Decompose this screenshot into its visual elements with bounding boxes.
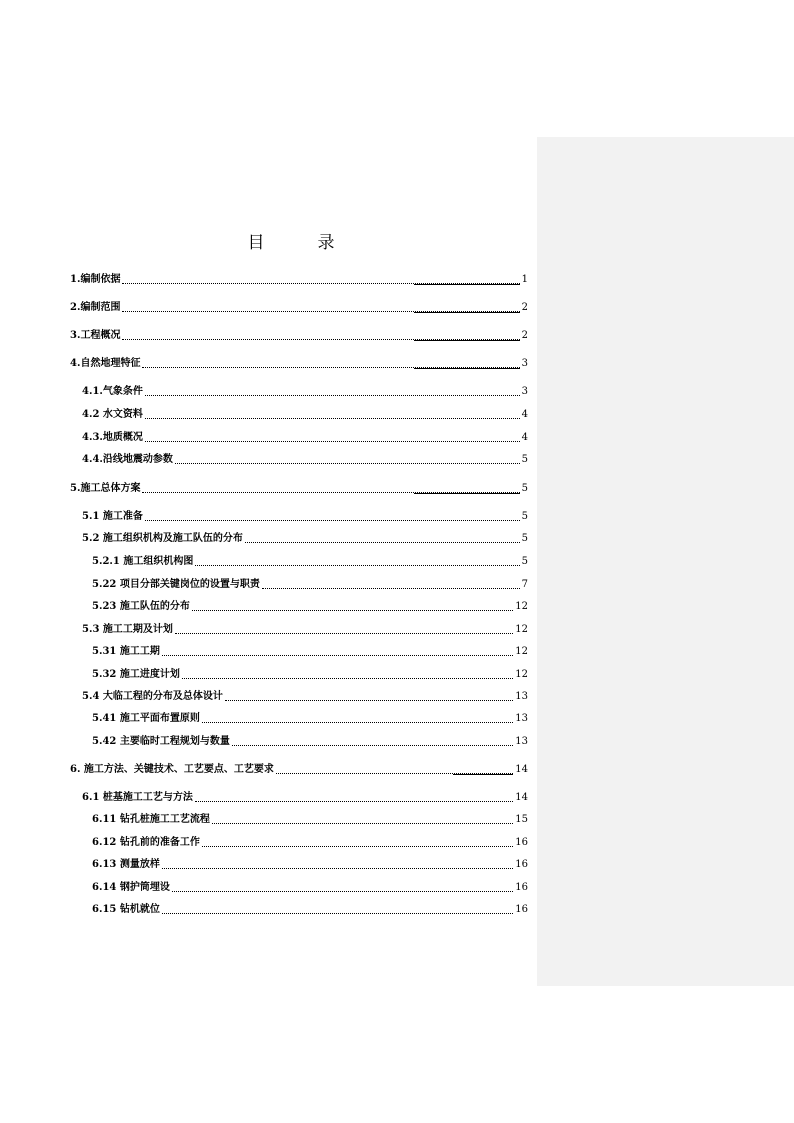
toc-entry[interactable] (70, 382, 528, 398)
toc-entry[interactable] (70, 642, 528, 658)
toc-entry[interactable] (70, 709, 528, 725)
toc-entry[interactable] (70, 687, 528, 703)
toc-page-number: 14 (515, 792, 528, 803)
toc-entry[interactable] (70, 665, 528, 681)
toc-entry[interactable] (70, 507, 528, 523)
toc-leader (122, 310, 519, 312)
toc-entry-label: 4.1.气象条件 (82, 386, 143, 397)
toc-leader (202, 721, 513, 723)
toc-entry[interactable] (70, 450, 528, 466)
toc-page-number: 16 (515, 859, 528, 870)
toc-entry[interactable] (70, 900, 528, 916)
toc-page-number: 4 (521, 409, 528, 420)
toc-entry-label: 6.11 钻孔桩施工工艺流程 (92, 814, 210, 825)
toc-entry[interactable] (70, 855, 528, 871)
toc-leader (122, 338, 519, 340)
toc-entry[interactable] (70, 529, 528, 545)
toc-entry[interactable] (70, 833, 528, 849)
toc-leader-solid (414, 493, 520, 495)
toc-page-number: 4 (521, 432, 528, 443)
toc-page-number: 12 (515, 646, 528, 657)
toc-entry-label: 5.31 施工工期 (92, 646, 160, 657)
toc-page-number: 5 (521, 454, 528, 465)
toc-leader-solid (414, 368, 520, 370)
toc-page-number: 15 (515, 814, 528, 825)
toc-page-number: 5 (521, 556, 528, 567)
toc-page-number: 13 (515, 713, 528, 724)
toc-leader (145, 417, 520, 419)
toc-entry-label: 5.22 项目分部关键岗位的设置与职责 (92, 579, 260, 590)
toc-page-number: 14 (515, 764, 528, 775)
toc-entry-label: 3.工程概况 (70, 330, 121, 341)
toc-page-number: 16 (515, 904, 528, 915)
toc-entry-label: 6.13 测量放样 (92, 859, 160, 870)
toc-entry[interactable] (70, 597, 528, 613)
comment-pane (537, 137, 794, 986)
toc-entry-label: 4.4.沿线地震动参数 (82, 454, 173, 465)
toc-page-number: 5 (521, 533, 528, 544)
toc-leader (172, 890, 513, 892)
toc-page-number: 3 (521, 386, 528, 397)
toc-leader (276, 772, 513, 774)
toc-entry-label: 6.15 钻机就位 (92, 904, 160, 915)
toc-entry[interactable] (70, 405, 528, 421)
toc-leader-solid (414, 340, 520, 342)
toc-entry-label: 5.1 施工准备 (82, 511, 143, 522)
toc-leader (142, 491, 519, 493)
toc-leader-solid (414, 312, 520, 314)
toc-leader (145, 394, 520, 396)
toc-entry[interactable] (70, 760, 528, 776)
toc-leader (162, 867, 513, 869)
toc-entry[interactable] (70, 428, 528, 444)
toc-page-number: 13 (515, 736, 528, 747)
toc-entry-label: 5.施工总体方案 (70, 483, 141, 494)
toc-entry[interactable] (70, 298, 528, 314)
toc-entry-label: 5.2.1 施工组织机构图 (92, 556, 194, 567)
toc-entry-label: 4.2 水文资料 (82, 409, 143, 420)
toc-entry[interactable] (70, 326, 528, 342)
toc-leader-solid (414, 284, 520, 286)
toc-entry-label: 5.4 大临工程的分布及总体设计 (82, 691, 223, 702)
toc-entry-label: 6.14 钢护筒埋设 (92, 882, 170, 893)
toc-entry[interactable] (70, 810, 528, 826)
toc-title: 目 录 (247, 233, 353, 253)
toc-entry[interactable] (70, 788, 528, 804)
toc-entry[interactable] (70, 575, 528, 591)
toc-entry-label: 4.3.地质概况 (82, 432, 143, 443)
toc-entry-label: 5.2 施工组织机构及施工队伍的分布 (82, 533, 243, 544)
toc-leader (225, 699, 513, 701)
toc-entry[interactable] (70, 479, 528, 495)
toc-leader (232, 744, 513, 746)
toc-page-number: 12 (515, 601, 528, 612)
toc-page-number: 13 (515, 691, 528, 702)
toc-page-number: 5 (521, 511, 528, 522)
toc-entry[interactable] (70, 732, 528, 748)
toc-entry[interactable] (70, 552, 528, 568)
toc-page-number: 7 (521, 579, 528, 590)
toc-page-number: 16 (515, 837, 528, 848)
toc-entry[interactable] (70, 878, 528, 894)
toc-leader (145, 519, 520, 521)
toc-entry-label: 6.1 桩基施工工艺与方法 (82, 792, 193, 803)
toc-entry[interactable] (70, 620, 528, 636)
toc-leader (142, 366, 519, 368)
toc-leader (245, 541, 520, 543)
toc-entry-label: 1.编制依据 (70, 274, 121, 285)
toc-entry-label: 6. 施工方法、关键技术、工艺要点、工艺要求 (70, 764, 274, 775)
toc-entry[interactable] (70, 354, 528, 370)
toc-page-number: 2 (521, 302, 528, 313)
toc-leader (162, 912, 513, 914)
toc-entry-label: 5.32 施工进度计划 (92, 669, 180, 680)
toc-page-number: 2 (521, 330, 528, 341)
toc-leader (175, 462, 520, 464)
toc-leader (162, 654, 513, 656)
toc-page-number: 12 (515, 624, 528, 635)
toc-entry-label: 5.3 施工工期及计划 (82, 624, 173, 635)
toc-entry-label: 2.编制范围 (70, 302, 121, 313)
toc-entry[interactable] (70, 270, 528, 286)
toc-leader (262, 587, 520, 589)
toc-leader (175, 632, 513, 634)
toc-leader (212, 822, 513, 824)
toc-leader (182, 677, 513, 679)
toc-entry-label: 5.41 施工平面布置原则 (92, 713, 200, 724)
toc-leader (145, 440, 520, 442)
toc-leader (192, 609, 513, 611)
toc-page-number: 1 (521, 274, 528, 285)
toc-leader (195, 800, 513, 802)
toc-entry-label: 5.42 主要临时工程规划与数量 (92, 736, 230, 747)
toc-leader (122, 282, 519, 284)
toc-entry-label: 6.12 钻孔前的准备工作 (92, 837, 200, 848)
toc-page-number: 16 (515, 882, 528, 893)
toc-leader (195, 564, 519, 566)
toc-leader-solid (453, 774, 513, 776)
toc-leader (202, 845, 513, 847)
toc-page-number: 5 (521, 483, 528, 494)
toc-entry-label: 5.23 施工队伍的分布 (92, 601, 190, 612)
toc-page-number: 3 (521, 358, 528, 369)
toc-page-number: 12 (515, 669, 528, 680)
toc-entry-label: 4.自然地理特征 (70, 358, 141, 369)
